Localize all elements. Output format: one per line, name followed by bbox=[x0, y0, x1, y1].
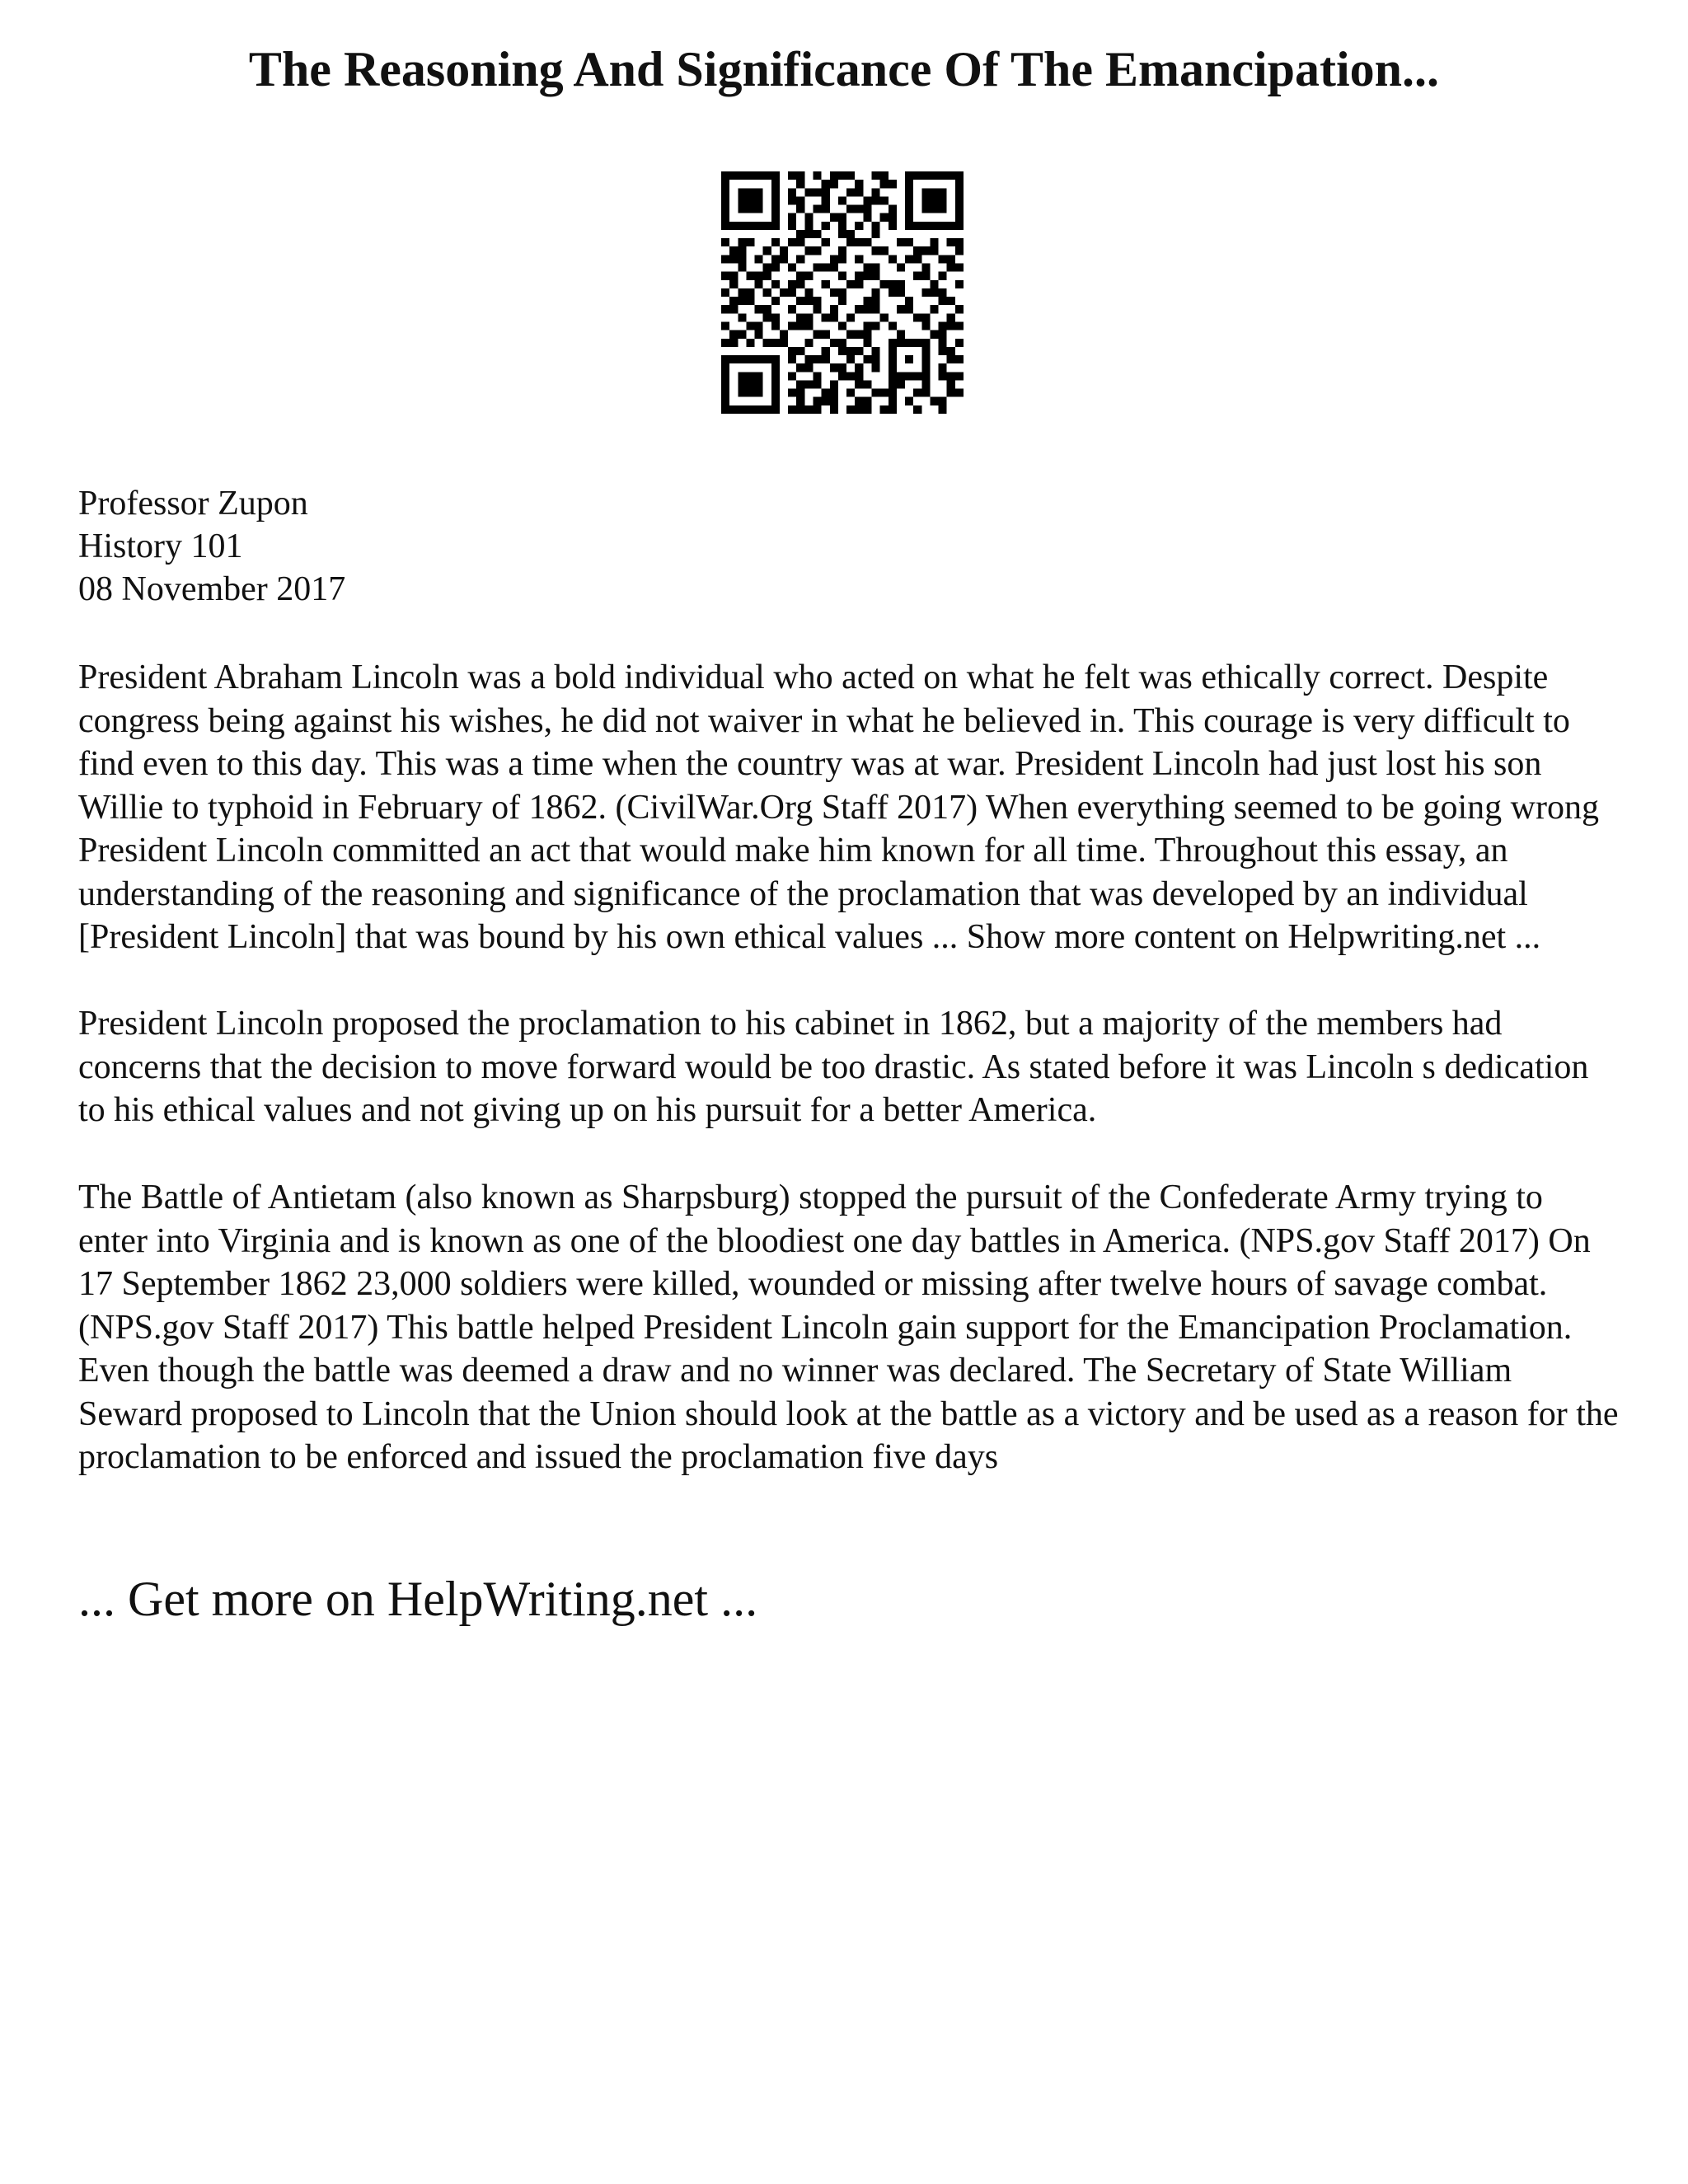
professor-name: Professor Zupon bbox=[78, 485, 308, 523]
essay-header bbox=[78, 482, 1611, 611]
paragraph: President Abraham Lincoln was a bold individual who acted on what he felt was ethically correct. Despite congress being against his wishes, he did not waiver in what he believed in. This courage is very difficult to find even to this day. This was a time when the country was at war. President Lincoln had just lost his son Willie to typhoid in February of 1862. (CivilWar.Org Staff 2017) When everything seemed to be going wrong President Lincoln committed an act that would make him known for all time. Throughout this essay, an understanding of the reasoning and significance of the proclamation that was developed by an individual [President Lincoln] that was bound by his own ethical values ... Show more content on Helpwriting.net ... bbox=[78, 658, 1599, 956]
document-title: The Reasoning And Significance Of The Emancipation... bbox=[248, 42, 1440, 96]
get-more-link[interactable]: ... Get more on HelpWriting.net ... bbox=[78, 1572, 758, 1626]
essay-date: 08 November 2017 bbox=[78, 570, 346, 608]
course-name: History 101 bbox=[78, 527, 243, 565]
paragraph: President Lincoln proposed the proclamation to his cabinet in 1862, but a majority of the members had concerns that the decision to move forward would be too drastic. As stated before it was Lincoln s dedication to his ethical values and not giving up on his pursuit for a better America. bbox=[78, 1005, 1589, 1129]
qr-code-icon bbox=[721, 171, 964, 414]
paragraph: The Battle of Antietam (also known as Sharpsburg) stopped the pursuit of the Confederate Army trying to enter into Virginia and is known as one of the bloodiest one day battles in America. (NPS.gov Staff 2017) On 17 September 1862 23,000 soldiers were killed, wounded or missing after twelve hours of savage combat. (NPS.gov Staff 2017) This battle helped President Lincoln gain support for the Emancipation Proclamation. Even though the battle was deemed a draw and no winner was declared. The Secretary of State William Seward proposed to Lincoln that the Union should look at the battle as a victory and be used as a reason for the proclamation to be enforced and issued the proclamation five days bbox=[78, 1179, 1619, 1476]
